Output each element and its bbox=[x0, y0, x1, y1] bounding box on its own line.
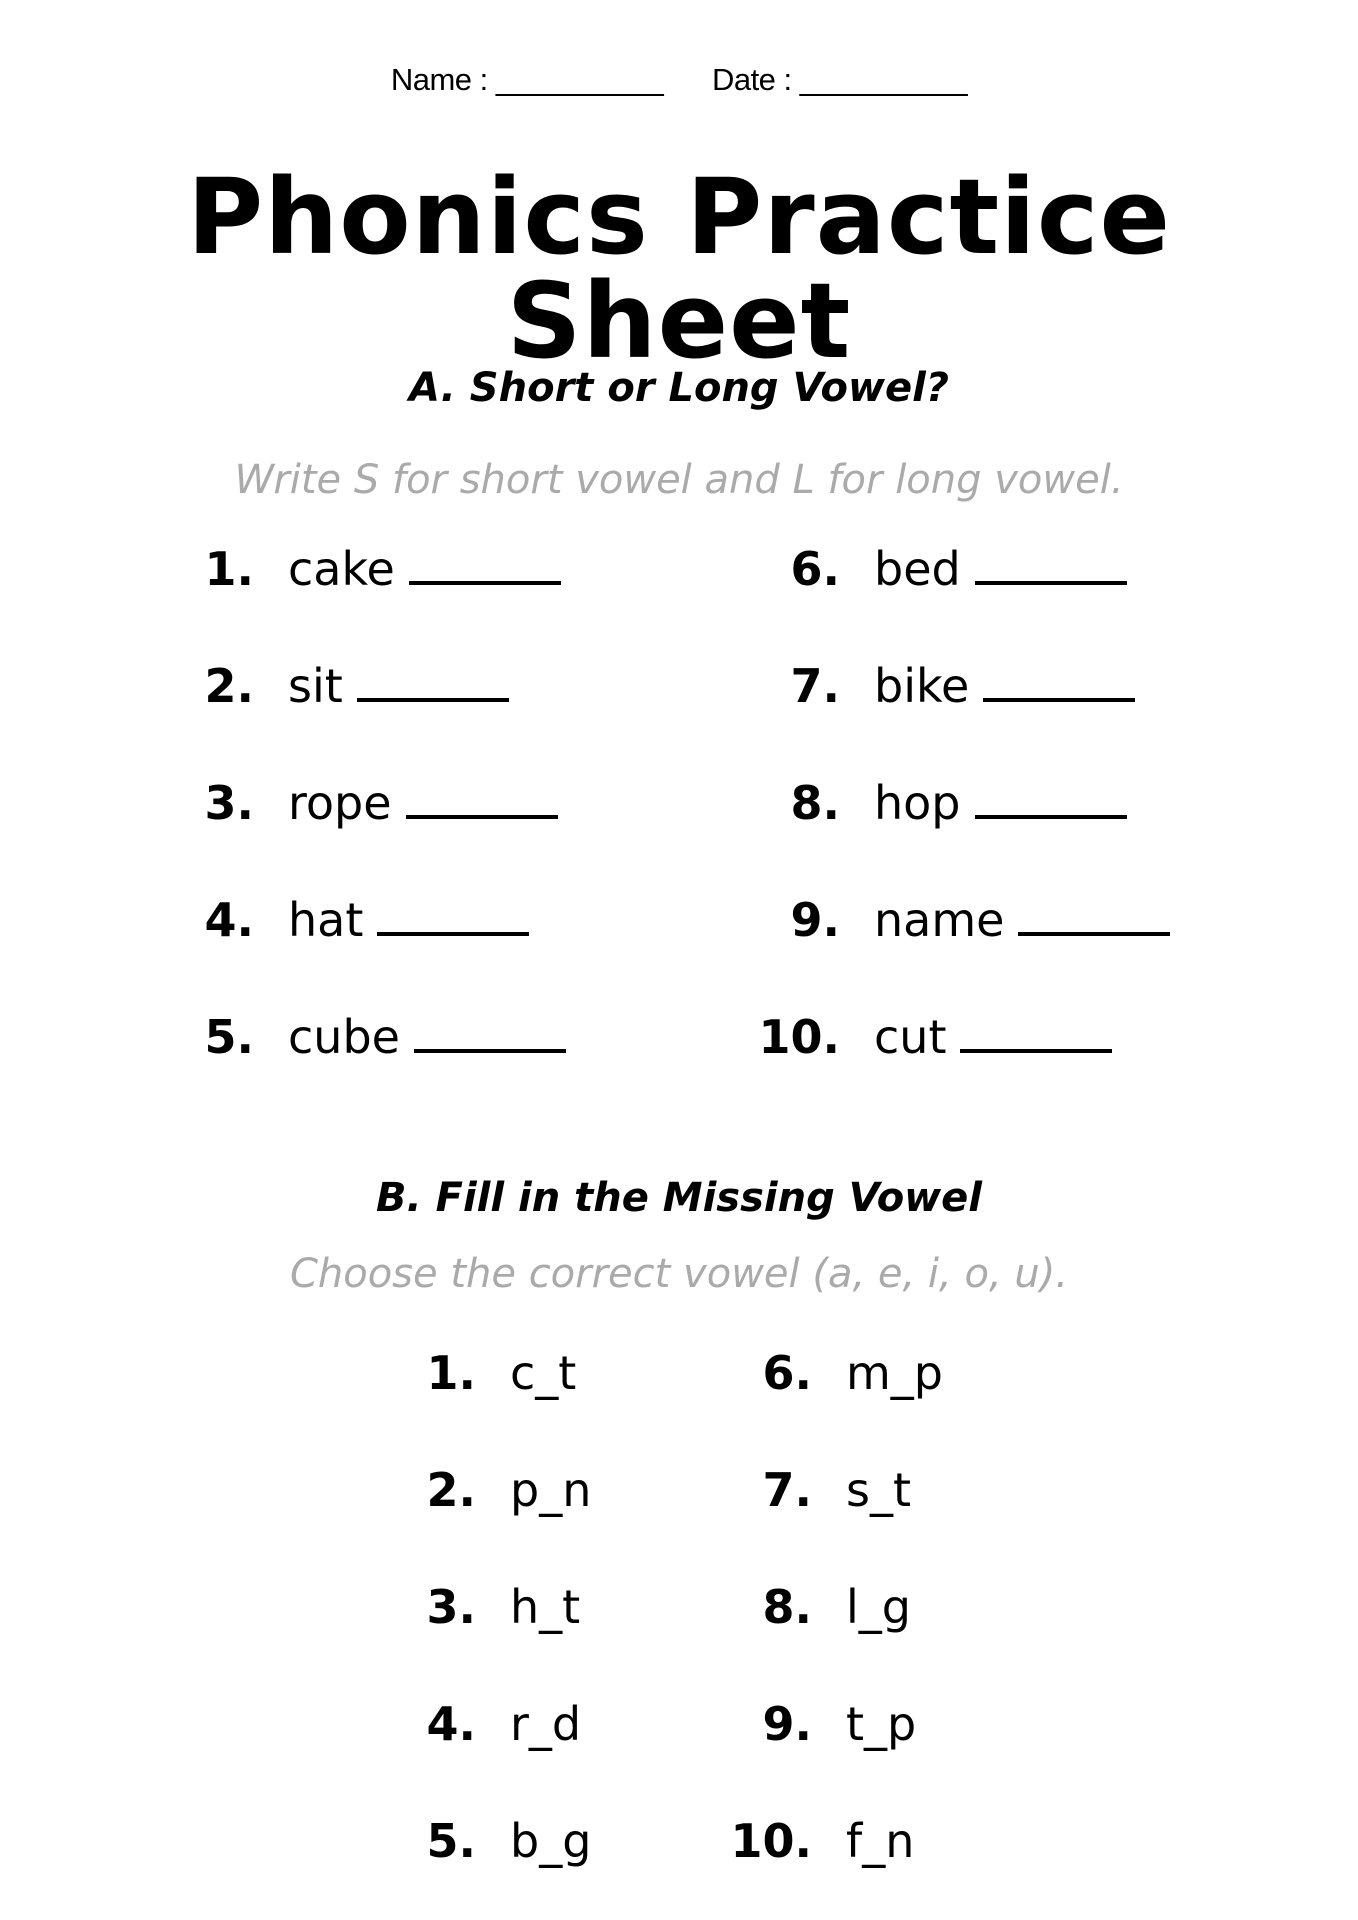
item-word: bike bbox=[874, 659, 970, 713]
item-number: 6. bbox=[762, 1346, 812, 1400]
name-date-line bbox=[0, 62, 1358, 98]
item-word: cube bbox=[288, 1010, 400, 1064]
section-a-item bbox=[756, 776, 1127, 830]
item-number: 10. bbox=[758, 1010, 840, 1064]
item-number: 4. bbox=[204, 893, 254, 947]
section-a-item bbox=[200, 776, 558, 830]
item-number: 8. bbox=[762, 1580, 812, 1634]
item-word: c_t bbox=[510, 1346, 577, 1400]
page-title: Phonics Practice Sheet bbox=[186, 156, 1172, 382]
section-b-item bbox=[726, 1814, 915, 1868]
answer-blank[interactable] bbox=[406, 811, 558, 819]
item-word: cake bbox=[288, 542, 395, 596]
item-number: 5. bbox=[426, 1814, 476, 1868]
item-number: 1. bbox=[204, 542, 254, 596]
item-number: 8. bbox=[790, 776, 840, 830]
section-a-item bbox=[200, 893, 529, 947]
item-word: cut bbox=[874, 1010, 947, 1064]
item-word: bed bbox=[874, 542, 961, 596]
section-b-item bbox=[726, 1463, 912, 1517]
section-b-instruction: Choose the correct vowel (a, e, i, o, u). bbox=[289, 1251, 1069, 1297]
section-b-item bbox=[400, 1346, 577, 1400]
section-b-item bbox=[400, 1697, 582, 1751]
name-field-label: Name : __________ bbox=[390, 62, 664, 97]
section-b-item bbox=[726, 1346, 944, 1400]
answer-blank[interactable] bbox=[357, 694, 509, 702]
item-word: t_p bbox=[846, 1697, 917, 1751]
item-number: 10. bbox=[730, 1814, 812, 1868]
item-number: 3. bbox=[426, 1580, 476, 1634]
section-a-item bbox=[756, 893, 1170, 947]
section-a-heading: A. Short or Long Vowel? bbox=[408, 365, 950, 411]
date-field-label: Date : __________ bbox=[711, 62, 968, 97]
section-a-item bbox=[756, 542, 1127, 596]
item-word: l_g bbox=[846, 1580, 911, 1634]
item-word: r_d bbox=[510, 1697, 582, 1751]
answer-blank[interactable] bbox=[377, 928, 529, 936]
answer-blank[interactable] bbox=[1018, 928, 1170, 936]
section-a-item bbox=[200, 1010, 566, 1064]
item-number: 3. bbox=[204, 776, 254, 830]
section-a-item bbox=[200, 542, 561, 596]
answer-blank[interactable] bbox=[409, 577, 561, 585]
item-number: 2. bbox=[426, 1463, 476, 1517]
item-word: hat bbox=[288, 893, 364, 947]
section-b-heading: B. Fill in the Missing Vowel bbox=[376, 1175, 982, 1221]
item-number: 7. bbox=[762, 1463, 812, 1517]
section-b-item bbox=[400, 1463, 592, 1517]
answer-blank[interactable] bbox=[975, 811, 1127, 819]
answer-blank[interactable] bbox=[983, 694, 1135, 702]
item-word: rope bbox=[288, 776, 392, 830]
section-a-item bbox=[756, 1010, 1112, 1064]
section-a-instruction: Write S for short vowel and L for long vowel. bbox=[234, 457, 1124, 503]
item-number: 7. bbox=[790, 659, 840, 713]
section-a-item bbox=[200, 659, 509, 713]
section-b-item bbox=[400, 1580, 581, 1634]
item-word: sit bbox=[288, 659, 343, 713]
item-word: f_n bbox=[846, 1814, 915, 1868]
item-word: m_p bbox=[846, 1346, 944, 1400]
section-b-item bbox=[726, 1580, 911, 1634]
section-a-item bbox=[756, 659, 1135, 713]
item-word: name bbox=[874, 893, 1005, 947]
item-word: h_t bbox=[510, 1580, 581, 1634]
item-number: 9. bbox=[762, 1697, 812, 1751]
item-number: 9. bbox=[790, 893, 840, 947]
item-number: 4. bbox=[426, 1697, 476, 1751]
section-b-item bbox=[400, 1814, 592, 1868]
item-word: p_n bbox=[510, 1463, 592, 1517]
item-number: 2. bbox=[204, 659, 254, 713]
item-word: b_g bbox=[510, 1814, 592, 1868]
item-number: 5. bbox=[204, 1010, 254, 1064]
item-word: hop bbox=[874, 776, 961, 830]
item-number: 1. bbox=[426, 1346, 476, 1400]
answer-blank[interactable] bbox=[414, 1045, 566, 1053]
section-b-item bbox=[726, 1697, 917, 1751]
item-number: 6. bbox=[790, 542, 840, 596]
answer-blank[interactable] bbox=[960, 1045, 1112, 1053]
answer-blank[interactable] bbox=[975, 577, 1127, 585]
item-word: s_t bbox=[846, 1463, 912, 1517]
